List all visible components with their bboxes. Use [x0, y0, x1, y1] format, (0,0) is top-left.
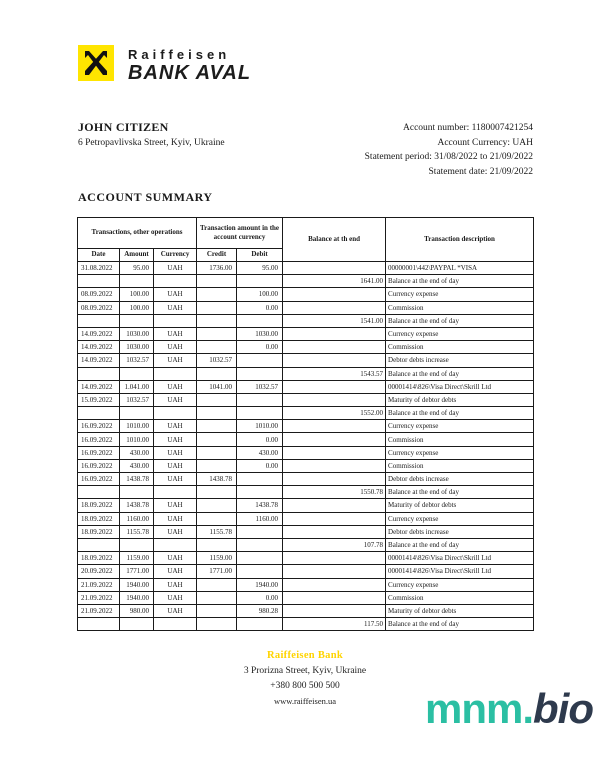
cell-debit: 1030.00 [237, 327, 283, 340]
cell-credit [197, 420, 237, 433]
cell-balance: 107.78 [283, 538, 386, 551]
cell-date: 18.09.2022 [78, 552, 120, 565]
cell-debit [237, 486, 283, 499]
cell-description: Debtor debts increase [386, 354, 534, 367]
cell-amount [120, 275, 154, 288]
cell-debit: 1160.00 [237, 512, 283, 525]
cell-balance: 1550.78 [283, 486, 386, 499]
cell-currency: UAH [154, 459, 197, 472]
cell-currency: UAH [154, 380, 197, 393]
cell-amount: 1032.57 [120, 354, 154, 367]
cell-balance [283, 327, 386, 340]
cell-debit [237, 473, 283, 486]
cell-description: Maturity of debtor debts [386, 393, 534, 406]
cell-description: 00001414\826\Visa Direct\Skrill Ltd [386, 565, 534, 578]
cell-date: 21.09.2022 [78, 604, 120, 617]
cell-currency: UAH [154, 591, 197, 604]
account-holder-name: JOHN CITIZEN [78, 120, 169, 134]
footer-phone: +380 800 500 500 [270, 681, 340, 691]
cell-currency: UAH [154, 578, 197, 591]
cell-description: Debtor debts increase [386, 525, 534, 538]
cell-amount: 1.041.00 [120, 380, 154, 393]
cell-date: 21.09.2022 [78, 578, 120, 591]
cell-amount: 1160.00 [120, 512, 154, 525]
header-amount-in-currency: Transaction amount in the account currency [197, 218, 283, 249]
cell-date: 16.09.2022 [78, 420, 120, 433]
cell-amount [120, 314, 154, 327]
cell-description: Balance at the end of day [386, 275, 534, 288]
transaction-row [78, 288, 534, 301]
cell-currency: UAH [154, 565, 197, 578]
account-holder-address: 6 Petropavlivska Street, Kyiv, Ukraine [78, 138, 225, 148]
cell-balance [283, 380, 386, 393]
cell-debit [237, 538, 283, 551]
account-currency-value: UAH [512, 137, 533, 148]
transaction-row [78, 591, 534, 604]
cell-currency: UAH [154, 604, 197, 617]
cell-amount: 1438.78 [120, 473, 154, 486]
cell-credit [197, 288, 237, 301]
header-credit: Credit [197, 249, 237, 262]
cell-credit: 1736.00 [197, 262, 237, 275]
cell-balance: 117.50 [283, 618, 386, 631]
transaction-row [78, 538, 534, 551]
cell-currency: UAH [154, 288, 197, 301]
cell-date: 08.09.2022 [78, 301, 120, 314]
cell-date [78, 314, 120, 327]
cell-balance: 1543.57 [283, 367, 386, 380]
cell-credit: 1159.00 [197, 552, 237, 565]
cell-debit: 100.00 [237, 288, 283, 301]
statement-date-line [365, 165, 533, 180]
cell-credit [197, 591, 237, 604]
transaction-row [78, 420, 534, 433]
cell-balance [283, 459, 386, 472]
header-debit: Debit [237, 249, 283, 262]
transactions-body [78, 262, 534, 631]
transaction-row [78, 354, 534, 367]
cell-credit [197, 486, 237, 499]
cell-balance [283, 446, 386, 459]
cell-description: Debtor debts increase [386, 473, 534, 486]
cell-currency: UAH [154, 393, 197, 406]
transaction-row [78, 473, 534, 486]
cell-debit: 0.00 [237, 301, 283, 314]
cell-currency: UAH [154, 420, 197, 433]
cell-balance [283, 604, 386, 617]
account-number-line [365, 121, 533, 136]
cell-amount: 100.00 [120, 288, 154, 301]
cell-credit: 1155.78 [197, 525, 237, 538]
transaction-row [78, 512, 534, 525]
cell-credit [197, 604, 237, 617]
cell-date: 14.09.2022 [78, 380, 120, 393]
cell-description: Currency expense [386, 420, 534, 433]
cell-amount: 1771.00 [120, 565, 154, 578]
transaction-row [78, 327, 534, 340]
cell-date: 16.09.2022 [78, 433, 120, 446]
cell-credit [197, 446, 237, 459]
brand-name-bank-aval: BANK AVAL [128, 62, 252, 84]
cell-balance: 1552.00 [283, 407, 386, 420]
cell-description: Balance at the end of day [386, 538, 534, 551]
brand-text [128, 45, 251, 85]
cell-currency: UAH [154, 354, 197, 367]
cell-description: 00000001\442\PAYPAL *VISA [386, 262, 534, 275]
cell-credit [197, 538, 237, 551]
cell-description: Commission [386, 459, 534, 472]
transaction-row [78, 367, 534, 380]
cell-debit [237, 367, 283, 380]
transaction-row [78, 552, 534, 565]
cell-balance [283, 499, 386, 512]
cell-currency: UAH [154, 473, 197, 486]
cell-amount: 1940.00 [120, 578, 154, 591]
cell-credit: 1032.57 [197, 354, 237, 367]
cell-amount [120, 407, 154, 420]
account-number-label: Account number: [403, 123, 470, 133]
header-date: Date [78, 249, 120, 262]
cell-date [78, 618, 120, 631]
cell-amount [120, 486, 154, 499]
cell-credit [197, 341, 237, 354]
cell-description: Currency expense [386, 578, 534, 591]
cell-date [78, 538, 120, 551]
account-meta [365, 121, 533, 179]
cell-credit [197, 407, 237, 420]
transaction-row [78, 301, 534, 314]
footer-bank-name: Raiffeisen Bank [267, 650, 343, 661]
cell-balance [283, 262, 386, 275]
header-amount: Amount [120, 249, 154, 262]
cell-currency: UAH [154, 525, 197, 538]
cell-currency: UAH [154, 499, 197, 512]
section-title: ACCOUNT SUMMARY [78, 190, 213, 204]
cell-description: Balance at the end of day [386, 367, 534, 380]
cell-description: Currency expense [386, 288, 534, 301]
transaction-row [78, 407, 534, 420]
header-currency: Currency [154, 249, 197, 262]
cell-credit [197, 459, 237, 472]
transaction-row [78, 262, 534, 275]
transaction-row [78, 459, 534, 472]
transaction-row [78, 275, 534, 288]
cell-credit [197, 433, 237, 446]
cell-debit [237, 552, 283, 565]
brand-name-raiffeisen: Raiffeisen [128, 47, 231, 62]
transaction-row [78, 565, 534, 578]
account-summary-table [77, 217, 534, 631]
cell-balance [283, 433, 386, 446]
cell-debit [237, 407, 283, 420]
cell-debit [237, 314, 283, 327]
cell-credit [197, 301, 237, 314]
watermark-mnm: mnm. [425, 685, 534, 732]
transaction-row [78, 380, 534, 393]
cell-date [78, 275, 120, 288]
header-operations: Transactions, other operations [78, 218, 197, 249]
cell-currency: UAH [154, 341, 197, 354]
cell-currency [154, 538, 197, 551]
cell-description: Commission [386, 301, 534, 314]
statement-period-value: 31/08/2022 to 21/09/2022 [434, 152, 533, 162]
statement-period-line [365, 150, 533, 165]
cell-amount: 1159.00 [120, 552, 154, 565]
cell-date [78, 367, 120, 380]
cell-description: Currency expense [386, 327, 534, 340]
cell-balance [283, 565, 386, 578]
cell-description: 00001414\826\Visa Direct\Skrill Ltd [386, 380, 534, 393]
cell-amount: 100.00 [120, 301, 154, 314]
cell-debit: 980.28 [237, 604, 283, 617]
account-currency-label: Account Currency: [437, 137, 511, 148]
cell-credit: 1771.00 [197, 565, 237, 578]
cell-debit: 0.00 [237, 433, 283, 446]
cell-credit [197, 314, 237, 327]
cell-debit [237, 525, 283, 538]
cell-credit: 1041.00 [197, 380, 237, 393]
cell-balance: 1641.00 [283, 275, 386, 288]
cell-description: Commission [386, 591, 534, 604]
cell-description: Currency expense [386, 512, 534, 525]
cell-amount: 430.00 [120, 459, 154, 472]
cell-currency [154, 407, 197, 420]
cell-amount: 95.00 [120, 262, 154, 275]
cell-debit: 1010.00 [237, 420, 283, 433]
cell-amount: 980.00 [120, 604, 154, 617]
cell-currency [154, 367, 197, 380]
transaction-row [78, 525, 534, 538]
cell-description: Commission [386, 433, 534, 446]
transaction-row [78, 578, 534, 591]
cell-balance [283, 578, 386, 591]
account-currency-line [365, 136, 533, 151]
cell-credit [197, 578, 237, 591]
cell-amount [120, 618, 154, 631]
cell-debit [237, 393, 283, 406]
cell-balance [283, 301, 386, 314]
cell-currency: UAH [154, 446, 197, 459]
cell-amount [120, 367, 154, 380]
mnm-bio-watermark [425, 685, 593, 732]
cell-description: Balance at the end of day [386, 618, 534, 631]
cell-amount: 1010.00 [120, 433, 154, 446]
watermark-bio: bio [533, 685, 593, 732]
cell-credit: 1438.78 [197, 473, 237, 486]
cell-debit: 1940.00 [237, 578, 283, 591]
cell-balance [283, 288, 386, 301]
cell-amount: 1438.78 [120, 499, 154, 512]
cell-description: Currency expense [386, 446, 534, 459]
cell-debit [237, 618, 283, 631]
cell-balance [283, 420, 386, 433]
transaction-row [78, 341, 534, 354]
cell-debit: 95.00 [237, 262, 283, 275]
cell-currency: UAH [154, 327, 197, 340]
cell-currency: UAH [154, 512, 197, 525]
transaction-row [78, 499, 534, 512]
cell-date [78, 486, 120, 499]
cell-description: Maturity of debtor debts [386, 499, 534, 512]
cell-debit [237, 275, 283, 288]
transaction-row [78, 604, 534, 617]
transaction-row [78, 433, 534, 446]
header-balance: Balance at th end [283, 218, 386, 262]
cell-balance [283, 473, 386, 486]
cell-description: 00001414\826\Visa Direct\Skrill Ltd [386, 552, 534, 565]
cell-credit [197, 499, 237, 512]
statement-date-label: Statement date: [428, 166, 488, 177]
cell-currency [154, 314, 197, 327]
cell-date: 18.09.2022 [78, 499, 120, 512]
cell-debit: 430.00 [237, 446, 283, 459]
cell-amount: 1940.00 [120, 591, 154, 604]
cell-description: Balance at the end of day [386, 407, 534, 420]
cell-debit: 0.00 [237, 341, 283, 354]
cell-date: 21.09.2022 [78, 591, 120, 604]
cell-balance [283, 512, 386, 525]
cell-date: 16.09.2022 [78, 446, 120, 459]
cell-debit: 0.00 [237, 459, 283, 472]
table-header [78, 218, 534, 262]
footer-website: www.raiffeisen.ua [273, 696, 337, 706]
cell-amount: 1032.57 [120, 393, 154, 406]
cell-currency [154, 486, 197, 499]
cell-amount: 1030.00 [120, 341, 154, 354]
cell-debit [237, 565, 283, 578]
cell-currency [154, 618, 197, 631]
cell-description: Commission [386, 341, 534, 354]
cell-currency: UAH [154, 552, 197, 565]
transaction-row [78, 446, 534, 459]
transaction-row [78, 618, 534, 631]
statement-date-value: 21/09/2022 [489, 166, 533, 177]
cell-date: 14.09.2022 [78, 327, 120, 340]
cell-date: 15.09.2022 [78, 393, 120, 406]
cell-description: Maturity of debtor debts [386, 604, 534, 617]
cell-credit [197, 393, 237, 406]
cell-debit [237, 354, 283, 367]
cell-date: 18.09.2022 [78, 525, 120, 538]
cell-currency: UAH [154, 301, 197, 314]
cell-amount: 430.00 [120, 446, 154, 459]
cell-balance [283, 393, 386, 406]
cell-date: 14.09.2022 [78, 354, 120, 367]
cell-credit [197, 275, 237, 288]
cell-balance [283, 354, 386, 367]
cell-credit [197, 618, 237, 631]
cell-amount: 1155.78 [120, 525, 154, 538]
cell-debit: 1032.57 [237, 380, 283, 393]
cell-balance [283, 591, 386, 604]
cell-amount: 1030.00 [120, 327, 154, 340]
cell-currency [154, 275, 197, 288]
cell-currency: UAH [154, 433, 197, 446]
footer-address: 3 Prorizna Street, Kyiv, Ukraine [243, 666, 367, 676]
cell-credit [197, 327, 237, 340]
cell-date: 16.09.2022 [78, 473, 120, 486]
raiffeisen-logo-icon [78, 45, 114, 81]
transaction-row [78, 314, 534, 327]
statement-period-label: Statement period: [364, 152, 432, 162]
cell-credit [197, 512, 237, 525]
cell-balance: 1541.00 [283, 314, 386, 327]
cell-description: Balance at the end of day [386, 486, 534, 499]
cell-date: 31.08.2022 [78, 262, 120, 275]
cell-date: 08.09.2022 [78, 288, 120, 301]
cell-debit: 0.00 [237, 591, 283, 604]
cell-debit: 1438.78 [237, 499, 283, 512]
cell-balance [283, 552, 386, 565]
transaction-row [78, 486, 534, 499]
cell-date: 18.09.2022 [78, 512, 120, 525]
cell-credit [197, 367, 237, 380]
cell-amount: 1010.00 [120, 420, 154, 433]
cell-date: 14.09.2022 [78, 341, 120, 354]
cell-date: 20.09.2022 [78, 565, 120, 578]
cell-date [78, 407, 120, 420]
cell-balance [283, 525, 386, 538]
cell-amount [120, 538, 154, 551]
account-number-value: 1180007421254 [471, 123, 533, 133]
cell-description: Balance at the end of day [386, 314, 534, 327]
transaction-row [78, 393, 534, 406]
cell-currency: UAH [154, 262, 197, 275]
cell-balance [283, 341, 386, 354]
brand-header [78, 45, 251, 85]
cell-date: 16.09.2022 [78, 459, 120, 472]
account-holder [78, 120, 225, 148]
header-description: Transaction description [386, 218, 534, 262]
